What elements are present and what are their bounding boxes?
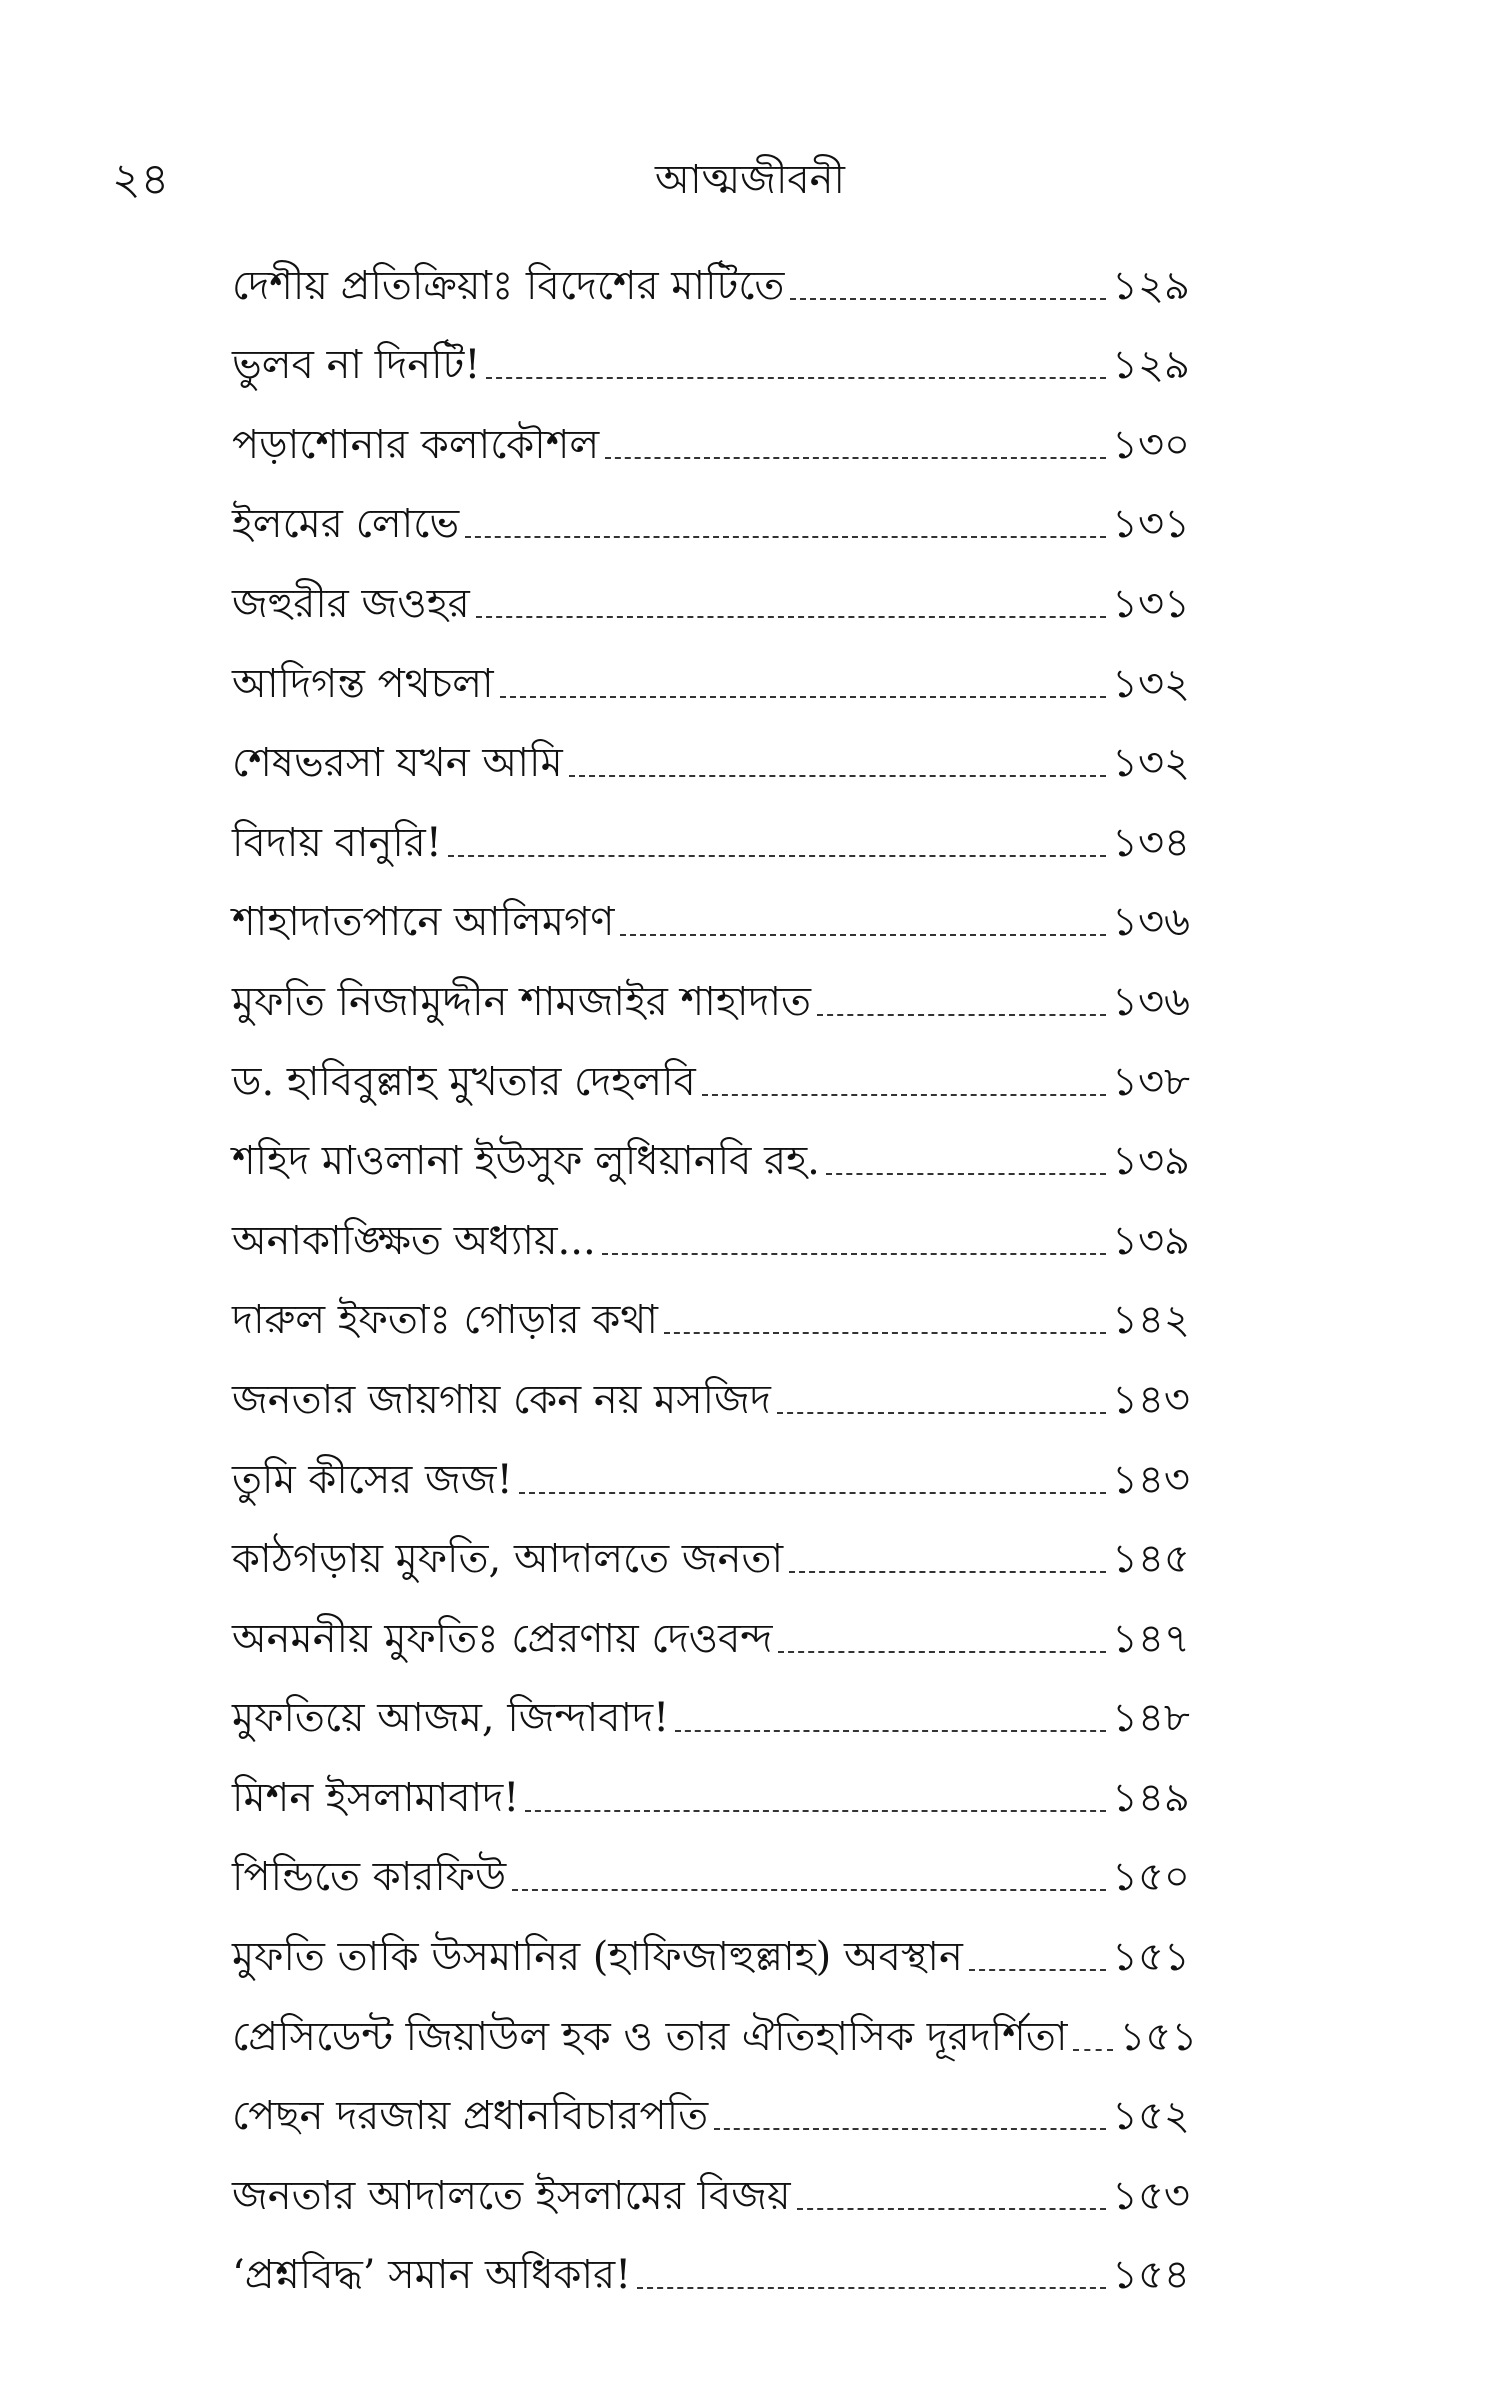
toc-entry bbox=[232, 1665, 1202, 1745]
toc-entry bbox=[232, 1903, 1202, 1983]
toc-entry-title: শাহাদাতপানে আলিমগণ bbox=[232, 899, 615, 946]
dotted-leader bbox=[778, 1651, 1106, 1653]
dotted-leader bbox=[620, 934, 1106, 936]
toc-entry bbox=[232, 2222, 1202, 2302]
toc-entry-title: অনাকাঙ্ক্ষিত অধ্যায়... bbox=[232, 1217, 596, 1264]
toc-entry bbox=[232, 1585, 1202, 1665]
dotted-leader bbox=[602, 1253, 1106, 1255]
toc-entry-title: ইলমের লোভে bbox=[232, 501, 460, 548]
toc-entry-title: দেশীয় প্রতিক্রিয়াঃ বিদেশের মাটিতে bbox=[232, 262, 785, 309]
dotted-leader bbox=[789, 1571, 1106, 1573]
toc-entry-page: ১৩২ bbox=[1112, 660, 1190, 707]
toc-entry bbox=[232, 1187, 1202, 1267]
toc-entry bbox=[232, 710, 1202, 790]
dotted-leader bbox=[826, 1173, 1106, 1175]
dotted-leader bbox=[675, 1730, 1106, 1732]
toc-entry-page: ১৩৬ bbox=[1112, 899, 1190, 946]
toc-entry-page: ১৫১ bbox=[1112, 1934, 1190, 1981]
dotted-leader bbox=[969, 1969, 1106, 1971]
toc-entry-title: পেছন দরজায় প্রধানবিচারপতি bbox=[232, 2093, 709, 2140]
toc-entry-title: জহুরীর জওহর bbox=[232, 580, 470, 627]
dotted-leader bbox=[637, 2287, 1106, 2289]
toc-entry-title: জনতার জায়গায় কেন নয় মসজিদ bbox=[232, 1376, 771, 1423]
running-head: আত্মজীবনী bbox=[654, 157, 845, 203]
toc-entry-page: ১৫৪ bbox=[1112, 2252, 1190, 2299]
dotted-leader bbox=[500, 696, 1106, 698]
toc-entry-page: ১৩১ bbox=[1112, 501, 1190, 548]
toc-entry bbox=[232, 948, 1202, 1028]
toc-entry-page: ১২৯ bbox=[1112, 342, 1190, 389]
toc-entry bbox=[232, 2142, 1202, 2222]
toc-entry bbox=[232, 1108, 1202, 1188]
dotted-leader bbox=[664, 1332, 1106, 1334]
dotted-leader bbox=[605, 457, 1106, 459]
toc-entry-page: ১৩৯ bbox=[1112, 1138, 1190, 1185]
dotted-leader bbox=[1073, 2049, 1113, 2051]
toc-entry bbox=[232, 869, 1202, 949]
toc-entry bbox=[232, 1744, 1202, 1824]
toc-entry bbox=[232, 1426, 1202, 1506]
toc-entry bbox=[232, 1346, 1202, 1426]
dotted-leader bbox=[448, 855, 1106, 857]
toc-entry bbox=[232, 1267, 1202, 1347]
toc-entry-title: ‘প্রশ্নবিদ্ধ’ সমান অধিকার! bbox=[232, 2252, 632, 2299]
toc-entry-page: ১৪৩ bbox=[1112, 1456, 1190, 1503]
toc-entry-title: তুমি কীসের জজ! bbox=[232, 1456, 513, 1503]
toc-entry-page: ১৫২ bbox=[1112, 2093, 1190, 2140]
toc-entry-page: ১২৯ bbox=[1112, 262, 1190, 309]
toc-entry-page: ১৪৩ bbox=[1112, 1376, 1190, 1423]
toc-entry-page: ১৩০ bbox=[1112, 421, 1190, 468]
toc-entry-page: ১৪৯ bbox=[1112, 1774, 1190, 1821]
dotted-leader bbox=[519, 1492, 1106, 1494]
dotted-leader bbox=[465, 536, 1106, 538]
toc-entry-page: ১৫১ bbox=[1119, 2013, 1198, 2060]
toc-entry-title: মুফতি নিজামুদ্দীন শামজাইর শাহাদাত bbox=[232, 978, 812, 1025]
toc-entry-title: পিন্ডিতে কারফিউ bbox=[232, 1854, 507, 1901]
toc-entry-page: ১৫৩ bbox=[1112, 2172, 1190, 2219]
dotted-leader bbox=[512, 1889, 1106, 1891]
toc-entry-page: ১৫০ bbox=[1112, 1854, 1190, 1901]
toc-entry bbox=[232, 232, 1202, 312]
toc-entry-page: ১৩৬ bbox=[1112, 978, 1190, 1025]
dotted-leader bbox=[569, 775, 1106, 777]
toc-entry-page: ১৪২ bbox=[1112, 1297, 1190, 1344]
toc-entry-page: ১৪৫ bbox=[1112, 1536, 1190, 1583]
toc-entry bbox=[232, 2063, 1202, 2143]
dotted-leader bbox=[790, 298, 1106, 300]
toc-entry-title: শহিদ মাওলানা ইউসুফ লুধিয়ানবি রহ. bbox=[232, 1138, 820, 1185]
dotted-leader bbox=[486, 377, 1106, 379]
table-of-contents bbox=[232, 232, 1202, 2301]
dotted-leader bbox=[817, 1014, 1106, 1016]
dotted-leader bbox=[797, 2208, 1106, 2210]
toc-entry-title: ড. হাবিবুল্লাহ মুখতার দেহলবি bbox=[232, 1058, 696, 1105]
dotted-leader bbox=[525, 1810, 1106, 1812]
toc-entry-title: জনতার আদালতে ইসলামের বিজয় bbox=[232, 2172, 791, 2219]
toc-entry bbox=[232, 1983, 1202, 2063]
toc-entry bbox=[232, 1506, 1202, 1586]
toc-entry-page: ১৪৮ bbox=[1112, 1695, 1190, 1742]
toc-entry-title: ভুলব না দিনটি! bbox=[232, 342, 481, 389]
toc-entry-page: ১৩১ bbox=[1112, 580, 1190, 627]
toc-entry bbox=[232, 1824, 1202, 1904]
page-number: ২৪ bbox=[112, 154, 170, 205]
toc-entry bbox=[232, 471, 1202, 551]
toc-entry bbox=[232, 630, 1202, 710]
toc-entry-title: প্রেসিডেন্ট জিয়াউল হক ও তার ঐতিহাসিক দূরদর্শিতা bbox=[232, 2013, 1068, 2060]
toc-entry-title: মুফতি তাকি উসমানির (হাফিজাহুল্লাহ) অবস্থান bbox=[232, 1934, 963, 1981]
toc-entry-page: ১৩৮ bbox=[1112, 1058, 1190, 1105]
dotted-leader bbox=[714, 2128, 1106, 2130]
toc-entry bbox=[232, 789, 1202, 869]
toc-entry-title: শেষভরসা যখন আমি bbox=[232, 740, 563, 787]
toc-entry bbox=[232, 312, 1202, 392]
toc-entry-page: ১৩২ bbox=[1112, 740, 1190, 787]
toc-entry-page: ১৪৭ bbox=[1112, 1615, 1190, 1662]
dotted-leader bbox=[702, 1094, 1106, 1096]
toc-entry-title: অনমনীয় মুফতিঃ প্রেরণায় দেওবন্দ bbox=[232, 1615, 773, 1662]
toc-entry-title: আদিগন্ত পথচলা bbox=[232, 660, 494, 707]
toc-entry bbox=[232, 1028, 1202, 1108]
toc-entry-title: মুফতিয়ে আজম, জিন্দাবাদ! bbox=[232, 1695, 670, 1742]
toc-entry-title: বিদায় বানুরি! bbox=[232, 819, 442, 866]
dotted-leader bbox=[777, 1412, 1106, 1414]
toc-entry-title: কাঠগড়ায় মুফতি, আদালতে জনতা bbox=[232, 1536, 784, 1583]
toc-entry bbox=[232, 391, 1202, 471]
dotted-leader bbox=[476, 616, 1106, 618]
toc-entry bbox=[232, 550, 1202, 630]
toc-entry-title: পড়াশোনার কলাকৌশল bbox=[232, 421, 600, 468]
toc-entry-title: দারুল ইফতাঃ গোড়ার কথা bbox=[232, 1297, 658, 1344]
toc-entry-title: মিশন ইসলামাবাদ! bbox=[232, 1774, 520, 1821]
toc-entry-page: ১৩৪ bbox=[1112, 819, 1190, 866]
toc-entry-page: ১৩৯ bbox=[1112, 1217, 1190, 1264]
